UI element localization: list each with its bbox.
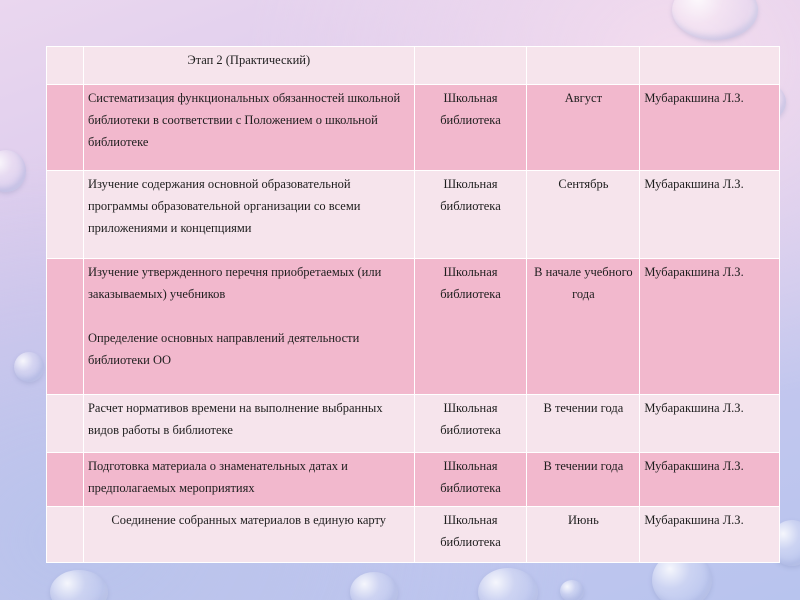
stage-title: Этап 2 (Практический) xyxy=(83,47,414,85)
place-cell: Школьная библиотека xyxy=(414,85,527,171)
responsible-cell: Мубаракшина Л.З. xyxy=(640,507,780,563)
task-text: Определение основных направлений деятельности библиотеки ОО xyxy=(87,331,360,367)
empty-cell xyxy=(47,453,84,507)
responsible-cell: Мубаракшина Л.З. xyxy=(640,171,780,259)
water-drop-decoration xyxy=(50,570,108,600)
task-text: Соединение собранных материалов в единую карту xyxy=(111,513,387,527)
water-drop-decoration xyxy=(478,568,538,600)
water-drop-decoration xyxy=(560,580,584,600)
task-cell xyxy=(83,453,414,507)
table-row xyxy=(47,507,780,563)
empty-cell xyxy=(47,507,84,563)
table-row xyxy=(47,171,780,259)
task-text: Подготовка материала о знаменательных датах и предполагаемых мероприятиях xyxy=(87,459,348,495)
task-cell xyxy=(83,171,414,259)
responsible-cell: Мубаракшина Л.З. xyxy=(640,259,780,395)
table-header-row xyxy=(47,47,780,85)
task-cell xyxy=(83,395,414,453)
place-cell: Школьная библиотека xyxy=(414,171,527,259)
task-cell xyxy=(83,259,414,395)
empty-cell xyxy=(47,395,84,453)
responsible-cell: Мубаракшина Л.З. xyxy=(640,395,780,453)
table-row xyxy=(47,453,780,507)
task-cell xyxy=(83,85,414,171)
date-cell: В течении года xyxy=(527,453,640,507)
place-cell: Школьная библиотека xyxy=(414,259,527,395)
responsible-cell: Мубаракшина Л.З. xyxy=(640,453,780,507)
place-cell: Школьная библиотека xyxy=(414,507,527,563)
work-plan-table xyxy=(46,46,780,563)
task-text: Изучение утвержденного перечня приобретаемых (или заказываемых) учебников xyxy=(87,265,382,301)
empty-cell xyxy=(414,47,527,85)
date-cell: В начале учебного года xyxy=(527,259,640,395)
water-drop-decoration xyxy=(672,0,758,40)
date-cell: В течении года xyxy=(527,395,640,453)
empty-cell xyxy=(47,85,84,171)
task-text: Систематизация функциональных обязанностей школьной библиотеки в соответствии с Положением о школьной библиотеке xyxy=(87,91,401,149)
table-row xyxy=(47,85,780,171)
empty-cell xyxy=(527,47,640,85)
table-row xyxy=(47,395,780,453)
task-text: Изучение содержания основной образовательной программы образовательной организации со всеми приложениями и концепциями xyxy=(87,177,361,235)
water-drop-decoration xyxy=(0,150,26,192)
water-drop-decoration xyxy=(350,572,398,600)
task-text: Расчет нормативов времени на выполнение выбранных видов работы в библиотеке xyxy=(87,401,383,437)
water-drop-decoration xyxy=(14,352,44,382)
empty-cell xyxy=(47,171,84,259)
empty-cell xyxy=(47,47,84,85)
date-cell: Июнь xyxy=(527,507,640,563)
empty-cell xyxy=(47,259,84,395)
empty-cell xyxy=(640,47,780,85)
date-cell: Сентябрь xyxy=(527,171,640,259)
task-cell xyxy=(83,507,414,563)
responsible-cell: Мубаракшина Л.З. xyxy=(640,85,780,171)
table-row xyxy=(47,259,780,395)
place-cell: Школьная библиотека xyxy=(414,453,527,507)
place-cell: Школьная библиотека xyxy=(414,395,527,453)
date-cell: Август xyxy=(527,85,640,171)
